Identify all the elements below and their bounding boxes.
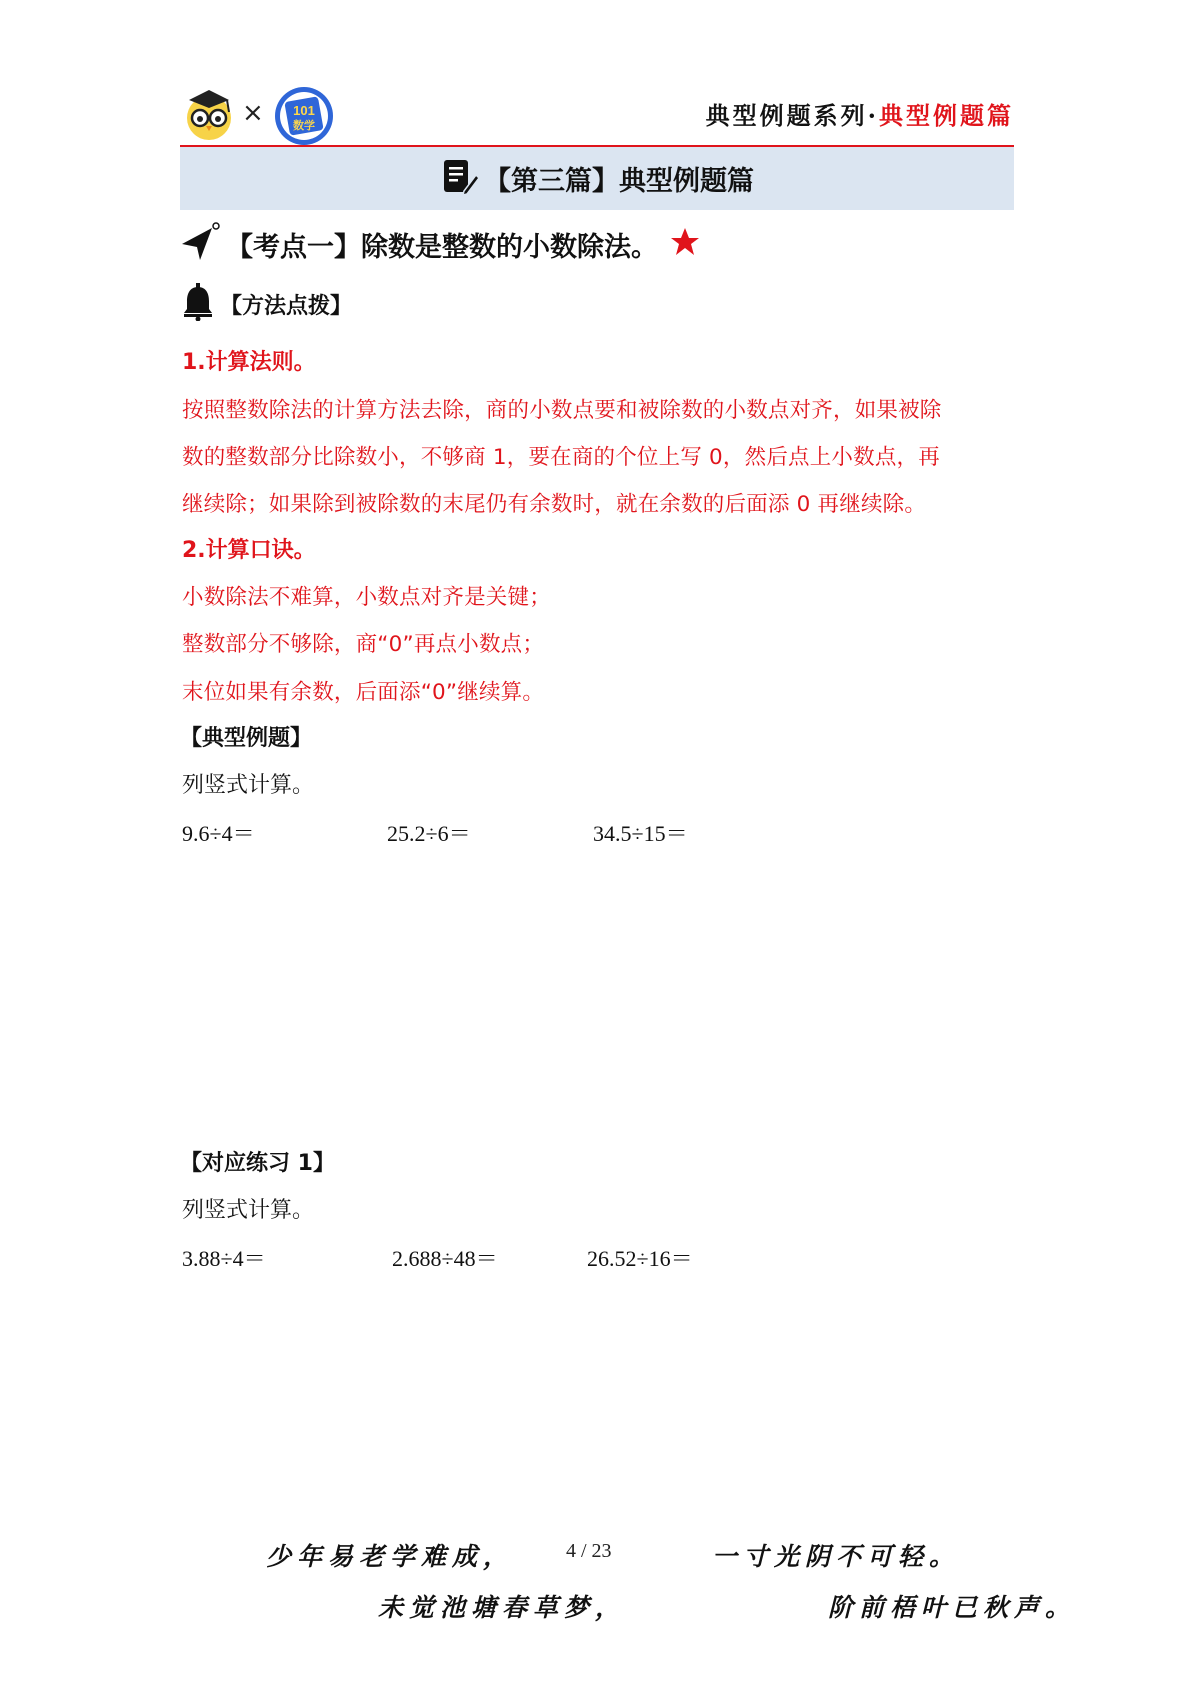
series-dot: · [867, 101, 879, 130]
series-title [706, 96, 1014, 131]
svg-text:101: 101 [293, 103, 315, 118]
rhyme-title: 2.计算口诀。 [182, 538, 316, 563]
poem-line: 阶前梧叶已秋声。 [828, 1593, 1077, 1622]
example-problem: 9.6÷4＝ [182, 821, 255, 846]
poem-line: 一寸光阴不可轻。 [712, 1542, 961, 1571]
owl-logo-icon [183, 86, 235, 142]
101-math-logo [273, 85, 335, 147]
practice-problem: 3.88÷4＝ [182, 1246, 266, 1271]
example-problem: 34.5÷15＝ [593, 821, 688, 846]
series-right: 典型例题篇 [879, 101, 1014, 130]
practice-problem: 26.52÷16＝ [587, 1246, 693, 1271]
practice-instruction: 列竖式计算。 [182, 1198, 315, 1223]
series-left: 典型例题系列 [705, 101, 868, 130]
times-sign: × [242, 98, 264, 128]
rule-line: 按照整数除法的计算方法去除，商的小数点要和被除数的小数点对齐，如果被除 [182, 398, 942, 423]
notepad-icon [440, 157, 480, 201]
kaodian-title: 【考点一】除数是整数的小数除法。 [226, 231, 658, 263]
location-arrow-icon [180, 222, 220, 266]
star-icon [670, 227, 700, 261]
kaodian-heading [180, 222, 700, 266]
page-number: 4 / 23 [566, 1540, 612, 1562]
rule-line: 数的整数部分比除数小，不够商 1，要在商的个位上写 0，然后点上小数点，再 [182, 445, 940, 470]
rhyme-line: 小数除法不难算，小数点对齐是关键； [182, 585, 551, 610]
example-problem: 25.2÷6＝ [387, 821, 471, 846]
poem-line: 少年易老学难成， [266, 1542, 515, 1571]
poem-line: 未觉池塘春草梦， [378, 1593, 627, 1622]
example-heading: 【典型例题】 [180, 726, 313, 751]
rhyme-line: 整数部分不够除，商“0”再点小数点； [182, 632, 545, 657]
rule-title: 1.计算法则。 [182, 350, 316, 375]
method-heading-text: 【方法点拨】 [220, 293, 353, 319]
section-banner [180, 147, 1014, 210]
banner-title: 【第三篇】典型例题篇 [484, 166, 754, 197]
practice-heading: 【对应练习 1】 [180, 1151, 335, 1176]
bell-icon [182, 283, 214, 325]
rhyme-line: 末位如果有余数，后面添“0”继续算。 [182, 680, 545, 705]
method-heading [182, 283, 352, 325]
svg-text:数学: 数学 [293, 119, 315, 132]
practice-problem: 2.688÷48＝ [392, 1246, 498, 1271]
rule-line: 继续除；如果除到被除数的末尾仍有余数时，就在余数的后面添 0 再继续除。 [182, 492, 927, 517]
example-instruction: 列竖式计算。 [182, 773, 315, 798]
